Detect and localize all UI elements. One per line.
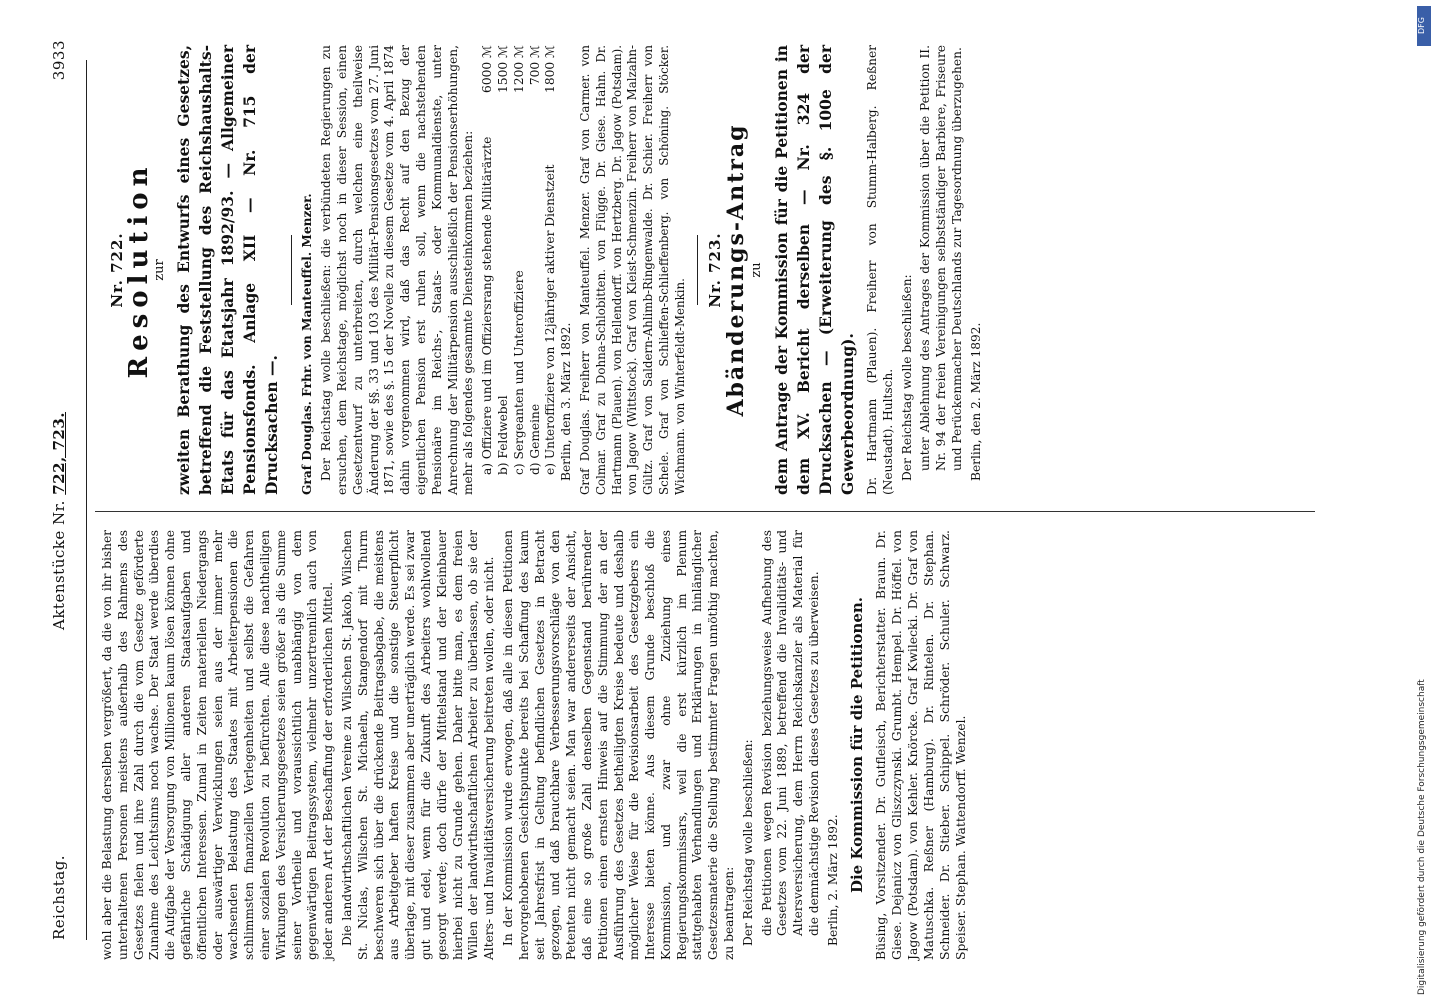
amount-label: c) Sergeanten und Unteroffiziere: [511, 270, 526, 475]
left-date: Berlin, 2. März 1892.: [825, 814, 840, 946]
commission-title: Die Kommission für die Petitionen.: [847, 596, 866, 894]
right-column: [100, 45, 987, 495]
doc2-motion: unter Ablehnung des Antrages der Kommission über die Petition II. Nr. 94 der freien Vereinigungen selbstständiger Barbiere, Friseure und Perückenmacher Deutschlands zur Tagesordnung überzugehen.: [918, 45, 964, 471]
motion-intro: Der Reichstag wolle beschließen:: [740, 739, 755, 946]
commission-members: Büsing, Vorsitzender. Dr. Gutfleisch, Berichterstatter. Braun. Dr. Giese. Dejanicz von Gliszczynski. Grumbt. Hempel. Dr. Höffel. von Jagow (Potsdam). von Kehler. Knörcke. Graf Kwilecki. Dr. Graf von Matuschka. Reßner (Hamburg). Dr. Rintelen. Dr. Stephan. Schneider. Dr. Stieber. Schippel. Schröder. Schuler. Schwarz. Speiser. Stephan. Wattendorff. Wenzel.: [873, 530, 969, 960]
digitization-credit: Digitalisierung gefördert durch die Deutsche Forschungsgemeinschaft: [1417, 679, 1427, 995]
amount-label: d) Gemeine: [527, 403, 542, 475]
amount-label: e) Unteroffiziere von 12jähriger aktiver Dienstzeit: [543, 164, 558, 475]
left-paragraph: In der Kommission wurde erwogen, daß alle in diesen Petitionen hervorgehobenen Gesichtspunkte bereits bei Schaffung des kaum seit Jahresfrist in Geltung befindlichen Gesetzes in Betracht gezogen, und daß brauchbare Verbesserungsvorschläge von den Petenten nicht gemacht seien. Man war andererseits der Ansicht, daß eine so große Zahl denselben Gegenstand berührender Petitionen einen ernsten Hinweis auf die Stimmung der an der Ausführung des Gesetzes betheiligten Kreise bedeute und deshalb möglicher Weise für die Revisionsarbeit des Gesetzgebers ein Interesse bieten könne. Aus diesem Grunde beschloß die Kommission, und zwar ohne Zuziehung eines Regierungskommissars, weil die erst kürzlich im Plenum stattgehabten Verhandlungen und Erklärungen in hinlänglicher Gesetzesmaterie die Stellung bestimmter Fragen unnöthig machten, zu beantragen:: [500, 530, 737, 960]
amount-row: [512, 45, 528, 495]
amount-row: [480, 45, 496, 495]
amount-row: [543, 45, 559, 495]
doc1-title: zweiten Berathung des Entwurfs eines Gesetzes, betreffend die Feststellung des Reichshaushalts-Etats für das Etatsjahr 1892/93. — Allgemeiner Pensionsfonds. Anlage XII — Nr. 715 der Drucksachen —.: [174, 45, 282, 495]
separator-line: [697, 235, 698, 305]
doc2-type: Abänderungs-Antrag: [723, 123, 750, 417]
doc1-number: Nr. 722.: [108, 232, 126, 308]
page-number: 3933: [50, 40, 68, 81]
doc2-number: Nr. 723.: [705, 232, 724, 308]
header-center: [50, 412, 68, 630]
doc1-zur: zur: [151, 259, 167, 281]
header-center-prefix: Aktenstücke Nr.: [50, 500, 68, 630]
amount-row: [496, 45, 512, 495]
digitization-sidebar: [1416, 0, 1432, 1000]
doc1-motion: Der Reichstag wolle beschließen: die verbündeten Regierungen zu ersuchen, dem Reichstage, möglichst noch in dieser Session, einen Gesetzentwurf zu unterbreiten, durch welchen eine theilweise Änderung der §§. 33 und 103 des Militär-Pensionsgesetzes vom 27. Juni 1871, sowie des §. 15 der Novelle zu diesem Gesetze vom 4. April 1874 dahin vorgenommen wird, daß das Recht auf den Bezug der eigentlichen Pension erst ruhen soll, wenn die nachstehenden Pensionäre im Reichs-, Staats- oder Kommunaldienste, unter Anrechnung der Militärpension ausschließlich der Pensionserhöhungen, mehr als folgendes gesammte Diensteinkommen beziehen:: [319, 45, 476, 495]
doc1-type: Resolution: [123, 161, 154, 379]
amount-value: 6000 ℳ: [480, 45, 495, 93]
left-paragraph: wohl aber die Belastung derselben vergrößert, da die von ihr bisher unterhaltenen Personen meistens außerhalb des Rahmens des Gesetzes fielen und ihre Zahl durch die vom Gesetze geförderte Zunahme des Leichtsinns noch wachse. Der Staat werde überdies die Aufgabe der Versorgung von Millionen kaum lösen können ohne gefährliche Schädigung aller anderen Staatsaufgaben und öffentlichen Interessen. Zumal in Zeiten materiellen Niedergangs oder auswärtiger Verwicklungen seien aus der immer mehr wachsenden Belastung des Staates mit Arbeiterpensionen die schlimmsten finanziellen Verlegenheiten und selbst die Gefahren einer sozialen Revolution zu befürchten. Alle diese nachtheiligen Wirkungen des Versicherungsgesetzes seien größer als die Summe seiner Vortheile und voraussichtlich unabhängig von dem gegenwärtigen Beitragssystem, vielmehr unzertrennlich auch von jeder anderen Art der Beschaffung der erforderlichen Mittel.: [100, 530, 336, 960]
doc2-title: dem Antrage der Kommission für die Petitionen in dem XV. Bericht derselben — Nr. 324 der Drucksachen — (Erweiterung des §. 100e der Gewerbeordnung).: [771, 45, 857, 495]
header-center-numbers: 722, 723.: [50, 411, 68, 495]
doc2-date: Berlin, den 2. März 1892.: [968, 322, 983, 481]
doc1-movers: Graf Douglas. Frhr. von Manteuffel. Menzer.: [300, 193, 315, 495]
header-rule: [86, 60, 87, 940]
page-header: [50, 30, 78, 970]
column-separator: [95, 511, 1315, 512]
amount-label: b) Feldwebel: [495, 395, 510, 475]
amount-value: 1500 ℳ: [495, 45, 510, 93]
header-left: Reichstag.: [50, 854, 68, 940]
amount-value: 700 ℳ: [527, 45, 542, 86]
left-column: [100, 530, 972, 960]
left-paragraph: Die landwirthschaftlichen Vereine zu Wilschen St. Jakob, Wilschen St. Niclas, Wilschen St. Michaeln, Stangendorf mit Thurm beschweren sich über die drückende Beitragsabgabe, die meistens aus Arbeitgeber haften Kreise und die sonstige Steuerpflicht überlage, mit dieser zusammen aber unerträglich werde. Es sei zwar gut und edel, wenn für die Zukunft des Arbeiters wohlwollend gesorgt werde; doch dürfe der Mittelstand und der Kleinbauer hierbei nicht zu Grunde gehen. Daher bitte man, es dem freien Willen der landwirthschaftlichen Arbeiter zu überlassen, ob sie der Alters- und Invaliditätsversicherung beitreten wollen, oder nicht.: [339, 530, 497, 960]
doc1-date: Berlin, den 3. März 1892.: [559, 322, 574, 481]
amount-label: a) Offiziere und im Offiziersrang stehende Militärärzte: [480, 136, 495, 475]
dfg-logo: DFG: [1417, 6, 1431, 46]
motion-text: die Petitionen wegen Revision beziehungsweise Aufhebung des Gesetzes vom 22. Juni 1889, betreffend die Invaliditäts- und Altersversicherung, dem Herrn Reichskanzler als Material für die demnächstige Revision dieses Gesetzes zu überweisen.: [759, 530, 822, 936]
doc1-signatories: Graf Douglas. Freiherr von Manteuffel. Menzer. Graf von Carmer. von Colmar. Graf zu Dohna-Schlobitten. von Flügge. Dr. Giese. Hahn. Dr. Hartmann (Plauen). von Hellendorff. von Hertzberg. Dr. Jagow (Potsdam). von Jagow (Wittstock). Graf von Kleist-Schmenzin. Freiherr von Malzahn-Gültz. Graf von Saldern-Ahlimb-Ringenwalde. Dr. Schier. Freiherr von Schele. Graf von Schlieffen-Schlieffenberg. von Schöning. Stöcker. Wichmann. von Winterfeldt-Menkin.: [577, 45, 687, 495]
separator-line: [291, 235, 292, 305]
amount-row: [528, 45, 544, 495]
doc2-movers: Dr. Hartmann (Plauen). Freiherr von Stumm-Halberg. Reßner (Neustadt). Hultsch.: [864, 45, 895, 495]
amount-value: 1800 ℳ: [543, 45, 558, 93]
doc2-motion-intro: Der Reichstag wolle beschließen:: [899, 274, 914, 481]
doc2-zu: zu: [749, 262, 765, 278]
amount-value: 1200 ℳ: [511, 45, 526, 93]
